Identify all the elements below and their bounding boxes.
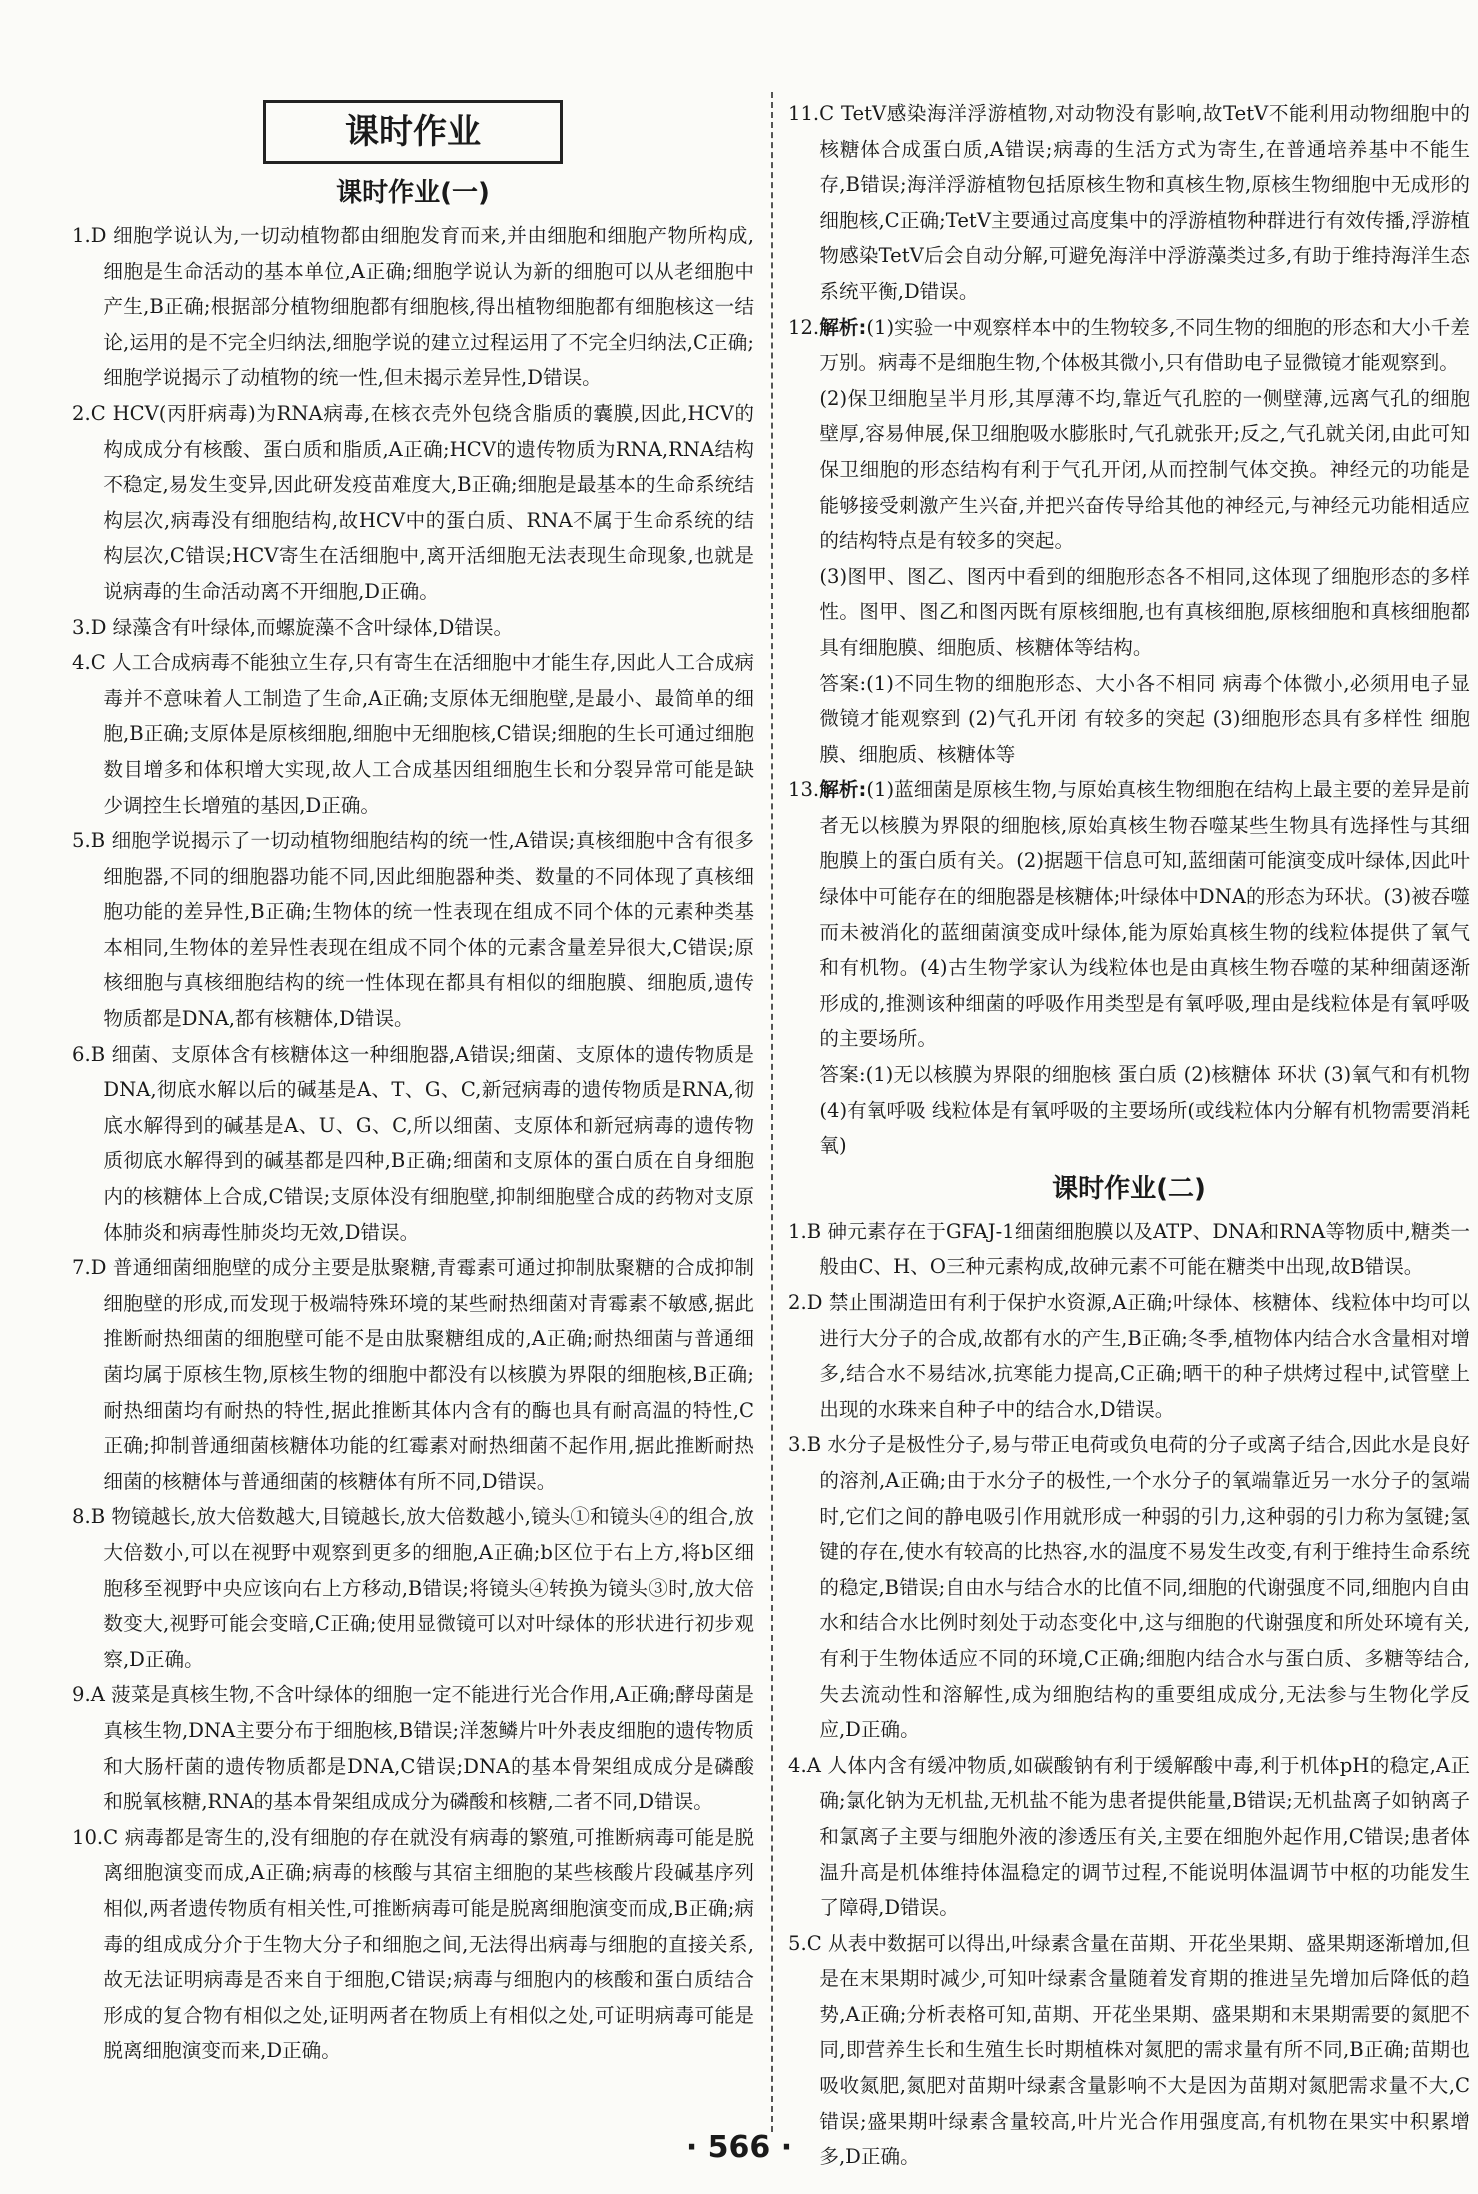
- answer-paragraph: [788, 666, 1470, 773]
- analysis-label: 解析:: [819, 778, 867, 802]
- item-text: 病毒都是寄生的,没有细胞的存在就没有病毒的繁殖,可推断病毒可能是脱离细胞演变而成,A正确;病毒的核酸与其宿主细胞的某些核酸片段碱基序列相似,两者遗传物质有相关性,可推断病毒可能是脱离细胞演变而成,B正确;病毒的组成成分介于生物大分子和细胞之间,无法得出病毒与细胞的直接关系,故无法证明病毒是否来自于细胞,C错误;病毒与细胞内的核酸和蛋白质结合形成的复合物有相似之处,证明两者在物质上有相似之处,可证明病毒可能是脱离细胞演变而来,D正确。: [103, 1825, 754, 2063]
- answer-item: [72, 218, 754, 396]
- item-text: 砷元素存在于GFAJ-1细菌细胞膜以及ATP、DNA和RNA等物质中,糖类一般由C、H、O三种元素构成,故砷元素不可能在糖类中出现,故B错误。: [819, 1219, 1470, 1279]
- item-number: 5.B: [72, 829, 106, 853]
- item-number: 8.B: [72, 1505, 106, 1529]
- item-text: 绿藻含有叶绿体,而螺旋藻不含叶绿体,D错误。: [112, 615, 514, 639]
- answer-item: [788, 772, 1470, 1057]
- answer-item: [788, 1214, 1470, 1285]
- answer-item: [788, 1285, 1470, 1427]
- column-divider: [771, 92, 773, 2132]
- item-number: 11.C: [788, 102, 835, 125]
- answer-label: 答案:: [819, 1063, 866, 1087]
- right-column: [788, 96, 1470, 2175]
- item-text: TetV感染海洋浮游植物,对动物没有影响,故TetV不能利用动物细胞中的核糖体合成蛋白质,A错误;病毒的生活方式为寄生,在普通培养基中不能生存,B错误;海洋浮游植物包括原核生物和真核生物,原核生物细胞中无成形的细胞核,C正确;TetV主要通过高度集中的浮游植物种群进行有效传播,浮游植物感染TetV后会自动分解,可避免海洋中浮游藻类过多,有助于维持海洋生态系统平衡,D错误。: [819, 102, 1470, 303]
- answer-item: [72, 610, 754, 646]
- item-text: (1)蓝细菌是原核生物,与原始真核生物细胞在结构上最主要的差异是前者无以核膜为界限的细胞核,原始真核生物吞噬某些生物具有选择性与其细胞膜上的蛋白质有关。(2)据题干信息可知,蓝细菌可能演变成叶绿体,因此叶绿体中可能存在的细胞器是核糖体;叶绿体中DNA的形态为环状。(3)被吞噬而未被消化的蓝细菌演变成叶绿体,能为原始真核生物的线粒体提供了氧气和有机物。(4)古生物学家认为线粒体也是由真核生物吞噬的某种细菌逐渐形成的,推测该种细菌的呼吸作用类型是有氧呼吸,理由是线粒体是有氧呼吸的主要场所。: [819, 778, 1470, 1051]
- answer-item: [788, 96, 1470, 310]
- answer-text: (1)不同生物的细胞形态、大小各不相同 病毒个体微小,必须用电子显微镜才能观察到 (2)气孔开闭 有较多的突起 (3)细胞形态具有多样性 细胞膜、细胞质、核糖体等: [819, 671, 1470, 766]
- answer-item: [72, 1820, 754, 2069]
- answer-item: [72, 1499, 754, 1677]
- banner-title: 课时作业: [263, 100, 563, 164]
- answer-item: [72, 645, 754, 823]
- item-number: 1.D: [72, 224, 107, 247]
- page-number: · 566 ·: [685, 2130, 793, 2165]
- item-text: 普通细菌细胞壁的成分主要是肽聚糖,青霉素可通过抑制肽聚糖的合成抑制细胞壁的形成,而发现于极端特殊环境的某些耐热细菌对青霉素不敏感,据此推断耐热细菌的细胞壁可能不是由肽聚糖组成的,A正确;耐热细菌与普通细菌均属于原核生物,原核生物的细胞中都没有以核膜为界限的细胞核,B正确;耐热细菌均有耐热的特性,据此推断其体内含有的酶也具有耐高温的特性,C正确;抑制普通细菌核糖体功能的红霉素对耐热细菌不起作用,据此推断耐热细菌的核糖体与普通细菌的核糖体有所不同,D错误。: [103, 1256, 754, 1493]
- answer-item: [788, 310, 1470, 381]
- item-number: 1.B: [788, 1219, 822, 1243]
- section-title-2: 课时作业(二): [1052, 1173, 1206, 1204]
- item-number: 13.: [788, 778, 820, 802]
- item-text: 细胞学说揭示了一切动植物细胞结构的统一性,A错误;真核细胞中含有很多细胞器,不同的细胞器功能不同,因此细胞器种类、数量的不同体现了真核细胞功能的差异性,B正确;生物体的统一性表现在组成不同个体的元素种类基本相同,生物体的差异性表现在组成不同个体的元素含量差异很大,C错误;原核细胞与真核细胞结构的统一性体现在都具有相似的细胞膜、细胞质,遗传物质都是DNA,都有核糖体,D错误。: [103, 829, 754, 1031]
- section-title-1: 课时作业(一): [336, 178, 490, 208]
- left-column: [72, 100, 754, 2069]
- answer-label: 答案:: [819, 671, 867, 695]
- item-text: 物镜越长,放大倍数越大,目镜越长,放大倍数越小,镜头①和镜头④的组合,放大倍数小,可以在视野中观察到更多的细胞,A正确;b区位于右上方,将b区细胞移至视野中央应该向右上方移动,B错误;将镜头④转换为镜头③时,放大倍数变大,视野可能会变暗,C正确;使用显微镜可以对叶绿体的形状进行初步观察,D正确。: [103, 1505, 754, 1671]
- item-number: 2.C: [72, 401, 106, 425]
- item-number: 10.C: [72, 1825, 119, 1849]
- answer-item: [788, 1427, 1470, 1747]
- item-number: 4.A: [788, 1753, 821, 1777]
- item-number: 2.D: [788, 1291, 823, 1314]
- answer-item: [72, 1037, 754, 1251]
- item-text: 细菌、支原体含有核糖体这一种细胞器,A错误;细菌、支原体的遗传物质是DNA,彻底水解以后的碱基是A、T、G、C,新冠病毒的遗传物质是RNA,彻底水解得到的碱基是A、U、G、C,所以细菌、支原体和新冠病毒的遗传物质彻底水解得到的碱基都是四种,B正确;细菌和支原体的蛋白质在自身细胞内的核糖体上合成,C错误;支原体没有细胞壁,抑制细胞壁合成的药物对支原体肺炎和病毒性肺炎均无效,D错误。: [103, 1042, 754, 1244]
- item-number: 6.B: [72, 1042, 106, 1066]
- item-text: 人工合成病毒不能独立生存,只有寄生在活细胞中才能生存,因此人工合成病毒并不意味着人工制造了生命,A正确;支原体无细胞壁,是最小、最简单的细胞,B正确;支原体是原核细胞,细胞中无细胞核,C错误;细胞的生长可通过细胞数目增多和体积增大实现,故人工合成基因组细胞生长和分裂异常可能是缺少调控生长增殖的基因,D正确。: [103, 651, 754, 817]
- item-text: 菠菜是真核生物,不含叶绿体的细胞一定不能进行光合作用,A正确;酵母菌是真核生物,DNA主要分布于细胞核,B错误;洋葱鳞片叶外表皮细胞的遗传物质和大肠杆菌的遗传物质都是DNA,C错误;DNA的基本骨架组成成分是磷酸和脱氧核糖,RNA的基本骨架组成成分为磷酸和核糖,二者不同,D错误。: [103, 1683, 754, 1814]
- item-text: 从表中数据可以得出,叶绿素含量在苗期、开花坐果期、盛果期逐渐增加,但是在末果期时减少,可知叶绿素含量随着发育期的推进呈先增加后降低的趋势,A正确;分析表格可知,苗期、开花坐果期、盛果期和末果期需要的氮肥不同,即营养生长和生殖生长时期植株对氮肥的需求量有所不同,B正确;苗期也吸收氮肥,氮肥对苗期叶绿素含量影响不大是因为苗期对氮肥需求量不大,C错误;盛果期叶绿素含量较高,叶片光合作用强度高,有机物在果实中积累增多,D正确。: [819, 1931, 1470, 2169]
- analysis-label: 解析:: [819, 315, 867, 339]
- answer-item: [72, 1250, 754, 1499]
- item-text: 水分子是极性分子,易与带正电荷或负电荷的分子或离子结合,因此水是良好的溶剂,A正确;由于水分子的极性,一个水分子的氧端靠近另一水分子的氢端时,它们之间的静电吸引作用就形成一种弱的引力,这种弱的引力称为氢键;氢键的存在,使水有较高的比热容,水的温度不易发生改变,有利于维持生命系统的稳定,B错误;自由水与结合水的比值不同,细胞的代谢强度不同,细胞内自由水和结合水比例时刻处于动态变化中,这与细胞的代谢强度和所处环境有关,有利于生物体适应不同的环境,C正确;细胞内结合水与蛋白质、多糖等结合,失去流动性和溶解性,成为细胞结构的重要组成成分,无法参与生物化学反应,D正确。: [819, 1433, 1470, 1742]
- item-text: 禁止围湖造田有利于保护水资源,A正确;叶绿体、核糖体、线粒体中均可以进行大分子的合成,故都有水的产生,B正确;冬季,植物体内结合水含量相对增多,结合水不易结冰,抗寒能力提高,C正确;晒干的种子烘烤过程中,试管壁上出现的水珠来自种子中的结合水,D错误。: [819, 1291, 1471, 1421]
- item-text: HCV(丙肝病毒)为RNA病毒,在核衣壳外包绕含脂质的囊膜,因此,HCV的构成成分有核酸、蛋白质和脂质,A正确;HCV的遗传物质为RNA,RNA结构不稳定,易发生变异,因此研发疫苗难度大,B正确;细胞是最基本的生命系统结构层次,病毒没有细胞结构,故HCV中的蛋白质、RNA不属于生命系统的结构层次,C错误;HCV寄生在活细胞中,离开活细胞无法表现生命现象,也就是说病毒的生命活动离不开细胞,D正确。: [103, 401, 754, 603]
- item-number: 3.D: [72, 615, 107, 639]
- answer-item: [788, 1748, 1470, 1926]
- answer-paragraph: [788, 1057, 1470, 1164]
- item-number: 9.A: [72, 1683, 105, 1707]
- analysis-paragraph: (2)保卫细胞呈半月形,其厚薄不均,靠近气孔腔的一侧壁薄,远离气孔的细胞壁厚,容易伸展,保卫细胞吸水膨胀时,气孔就张开;反之,气孔就关闭,由此可知保卫细胞的形态结构有利于气孔开闭,从而控制气体交换。神经元的功能是能够接受刺激产生兴奋,并把兴奋传导给其他的神经元,与神经元功能相适应的结构特点是有较多的突起。: [819, 386, 1470, 553]
- answer-item: [72, 1677, 754, 1819]
- analysis-paragraph: (3)图甲、图乙、图丙中看到的细胞形态各不相同,这体现了细胞形态的多样性。图甲、图乙和图丙既有原核细胞,也有真核细胞,原核细胞和真核细胞都具有细胞膜、细胞质、核糖体等结构。: [819, 564, 1470, 659]
- answer-item: [72, 823, 754, 1037]
- item-number: 5.C: [788, 1931, 822, 1955]
- item-number: 3.B: [788, 1433, 822, 1457]
- answer-item: [72, 396, 754, 610]
- item-number: 7.D: [72, 1256, 107, 1280]
- item-text: 细胞学说认为,一切动植物都由细胞发育而来,并由细胞和细胞产物所构成,细胞是生命活动的基本单位,A正确;细胞学说认为新的细胞可以从老细胞中产生,B正确;根据部分植物细胞都有细胞核,得出植物细胞都有细胞核这一结论,运用的是不完全归纳法,细胞学说的建立过程运用了不完全归纳法,C正确;细胞学说揭示了动植物的统一性,但未揭示差异性,D错误。: [103, 224, 755, 390]
- item-number: 4.C: [72, 651, 106, 675]
- item-number: 12.: [788, 315, 820, 339]
- answer-text: (1)无以核膜为界限的细胞核 蛋白质 (2)核糖体 环状 (3)氧气和有机物 (4)有氧呼吸 线粒体是有氧呼吸的主要场所(或线粒体内分解有机物需要消耗氧): [819, 1063, 1470, 1158]
- item-text: 人体内含有缓冲物质,如碳酸钠有利于缓解酸中毒,利于机体pH的稳定,A正确;氯化钠为无机盐,无机盐不能为患者提供能量,B错误;无机盐离子如钠离子和氯离子主要与细胞外液的渗透压有关,主要在细胞外起作用,C错误;患者体温升高是机体维持体温稳定的调节过程,不能说明体温调节中枢的功能发生了障碍,D错误。: [819, 1753, 1470, 1920]
- item-text: (1)实验一中观察样本中的生物较多,不同生物的细胞的形态和大小千差万别。病毒不是细胞生物,个体极其微小,只有借助电子显微镜才能观察到。: [819, 315, 1470, 375]
